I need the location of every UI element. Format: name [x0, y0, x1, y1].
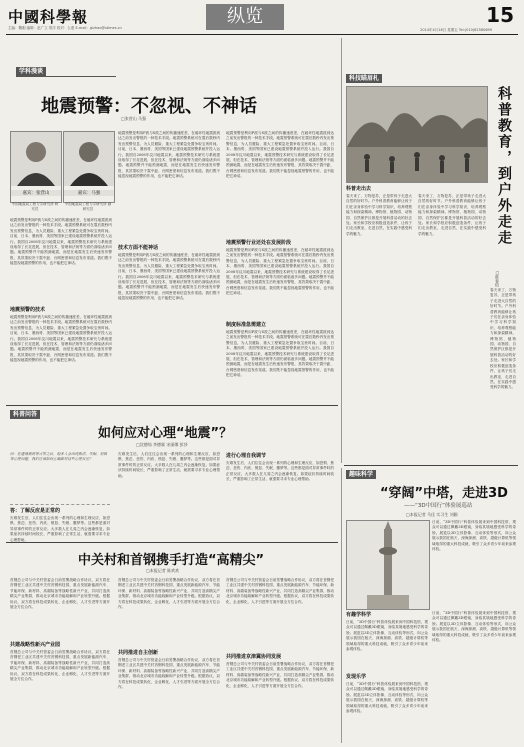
article-byline: □张营山 马强	[121, 116, 147, 121]
article-title: 如何应对心理“地震”？	[98, 426, 233, 441]
article-subhead: 地震预警行业还处在发展阶段	[226, 240, 292, 246]
tower-photo-icon	[347, 521, 429, 609]
article-subhead: 技术方面不能神话	[118, 245, 159, 251]
masthead-editors: 主编：魏刚 编辑：赵广立 郑洋 校对：么惠 E-mail：glzhao@stimes.cn	[8, 26, 122, 30]
article-body: 首钢总公司与中关村管委会日前签署战略合作协议，双方将在首钢老工业区共建中关村首钢科技园，重点发展新能源汽车、节能环保、新材料、高端装备等战略性新兴产业，共同打造高精尖产业集群，推动北京城市功能疏解和产业转型升级。根据协议，双方将在科技成果转化、企业孵化、人才引进等方面开展全方位合作。	[10, 578, 110, 610]
article-subhead: 共同推进京津冀协同发展	[226, 654, 282, 660]
masthead-date: 2014年4月18日 星期五 Tel:(010)62580699	[420, 28, 492, 32]
page-number: 15	[486, 3, 514, 27]
article-subhead: 进行心理自我调节	[226, 453, 267, 459]
article-body: 春天来了，万物复苏，正是带孩子走进大自然的好时节。户外科普教育能够让孩子们在亲身体验中学习科学知识，培养观察能力和探索精神。博物馆、植物园、动物园、自然保护区都是开展科普活动的好去处。家长和学校应积极创造条件，让孩子们走出教室，走进自然，在实践中感受科学的魅力。	[490, 288, 516, 390]
article-earthquake-warning	[6, 38, 338, 404]
article-subhead: 制度标准急需建立	[226, 322, 267, 328]
article-body: 首钢总公司与中关村管委会日前签署战略合作协议，双方将在首钢老工业区共建中关村首钢科技园，重点发展新能源汽车、节能环保、新材料、高端装备等战略性新兴产业，共同打造高精尖产业集群，推动北京城市功能疏解和产业转型升级。根据协议，双方将在科技成果转化、企业孵化、人才引进等方面开展全方位合作。	[226, 662, 334, 688]
article-body: 地震预警是利用P波与S波之间的传播速度差，在破坏性地震波到达之前发出警报的一种技术手段。地震预警系统可在震后数秒内发出预警信息，为人员避险、重大工程紧急处置争取宝贵时间。目前，日本、墨西哥、美国等国家已建设地震预警系统并投入运行。我国自2008年汶川地震以来，地震预警技术研究与系统建设取得了长足进展，但在技术、管理和法规等方面仍面临诸多问题。地震预警并不能预测地震，而是在地震发生后快速发布警报，其效果取决于震中距、台网密度和信息发布渠道。我们既不能忽视地震预警的作用，也不能把它神话。	[226, 330, 334, 378]
guest-name: 嘉宾：张营山	[11, 190, 61, 196]
column-divider	[341, 38, 342, 463]
article-title: 中关村和首钢携手打造“高精尖”	[78, 553, 265, 568]
article-body: 地震预警是利用P波与S波之间的传播速度差，在破坏性地震波到达之前发出警报的一种技术手段。地震预警系统可在震后数秒内发出预警信息，为人员避险、重大工程紧急处置争取宝贵时间。目前，日本、墨西哥、美国等国家已建设地震预警系统并投入运行。我国自2008年汶川地震以来，地震预警技术研究与系统建设取得了长足进展，但在技术、管理和法规等方面仍面临诸多问题。地震预警并不能预测地震，而是在地震发生后快速发布警报，其效果取决于震中距、台网密度和信息发布渠道。我们既不能忽视地震预警的作用，也不能把它神话。	[226, 248, 334, 296]
article-3d-tour	[344, 468, 518, 743]
article-body: 首钢总公司与中关村管委会日前签署战略合作协议，双方将在首钢老工业区共建中关村首钢科技园，重点发展新能源汽车、节能环保、新材料、高端装备等战略性新兴产业，共同打造高精尖产业集群，推动北京城市功能疏解和产业转型升级。根据协议，双方将在科技成果转化、企业孵化、人才引进等方面开展全方位合作。	[118, 578, 220, 610]
article-body: 日前，“3D中国行”科普体验展来到中国科技馆，观众可以通过佩戴3D眼镜，身临其境地感受科学的奇妙。展览以3D立体影像、互动体验等形式，向公众展示我国在航天、深海探测、高铁、超级计算机等领域取得的重大科技成就，吸引了众多青少年前来参观体验。	[432, 520, 516, 552]
article-body: 首钢总公司与中关村管委会日前签署战略合作协议，双方将在首钢老工业区共建中关村首钢科技园，重点发展新能源汽车、节能环保、新材料、高端装备等战略性新兴产业，共同打造高精尖产业集群，推动北京城市功能疏解和产业转型升级。根据协议，双方将在科技成果转化、企业孵化、人才引进等方面开展全方位合作。	[10, 650, 110, 682]
guest-portrait	[63, 131, 115, 203]
person-photo-icon	[64, 132, 114, 186]
tower-photo	[346, 520, 430, 610]
article-title: “穿阔”中塔，走进3D	[380, 486, 508, 501]
article-body: 地震预警是利用P波与S波之间的传播速度差，在破坏性地震波到达之前发出警报的一种技术手段。地震预警系统可在震后数秒内发出预警信息，为人员避险、重大工程紧急处置争取宝贵时间。目前，日本、墨西哥、美国等国家已建设地震预警系统并投入运行。我国自2008年汶川地震以来，地震预警技术研究与系统建设取得了长足进展，但在技术、管理和法规等方面仍面临诸多问题。地震预警并不能预测地震，而是在地震发生后快速发布警报，其效果取决于震中距、台网密度和信息发布渠道。我们既不能忽视地震预警的作用，也不能把它神话。	[226, 131, 334, 179]
article-subhead: 答：了解反应是正常的	[10, 508, 61, 514]
article-subhead: 科普走出去	[346, 186, 372, 192]
section-rule	[6, 405, 338, 406]
article-body: 地震预警是利用P波与S波之间的传播速度差，在破坏性地震波到达之前发出警报的一种技术手段。地震预警系统可在震后数秒内发出预警信息，为人员避险、重大工程紧急处置争取宝贵时间。目前，日本、墨西哥、美国等国家已建设地震预警系统并投入运行。我国自2008年汶川地震以来，地震预警技术研究与系统建设取得了长足进展，但在技术、管理和法规等方面仍面临诸多问题。地震预警并不能预测地震，而是在地震发生后快速发布警报，其效果取决于震中距、台网密度和信息发布渠道。我们既不能忽视地震预警的作用，也不能把它神话。	[118, 131, 220, 179]
article-subhead: 有趣学科学	[346, 612, 372, 618]
article-body: 灾难发生后，人们往往会出现一系列的心理和生理反应，如恐惧、焦虑、悲伤、内疚、愤怒、失眠、噩梦等。这些都是面对异常事件时的正常反应。大多数人在几周之内会逐渐恢复。如果症状持续时间较长，严重影响了正常生活，就需要寻求专业心理帮助。	[10, 516, 110, 542]
article-outdoor-science	[344, 38, 518, 463]
article-byline: □陈春绍	[495, 270, 500, 287]
article-body: 首钢总公司与中关村管委会日前签署战略合作协议，双方将在首钢老工业区共建中关村首钢科技园，重点发展新能源汽车、节能环保、新材料、高端装备等战略性新兴产业，共同打造高精尖产业集群，推动北京城市功能疏解和产业转型升级。根据协议，双方将在科技成果转化、企业孵化、人才引进等方面开展全方位合作。	[226, 578, 334, 604]
section-tab: 纵览	[206, 4, 284, 30]
article-byline: □沈德灿 李德霖 宋丽娜 彭莎	[136, 442, 188, 447]
section-rule	[6, 542, 338, 543]
article-byline: □本报记者 陈欢欢	[146, 568, 180, 573]
column-badge: 学科漫谈	[16, 67, 46, 76]
masthead-rule	[6, 34, 518, 35]
guest-description: 中国地震局工程力学研究所 研究员	[11, 202, 59, 211]
article-psych-quake	[6, 408, 338, 540]
article-body: 地震预警是利用P波与S波之间的传播速度差，在破坏性地震波到达之前发出警报的一种技术手段。地震预警系统可在震后数秒内发出预警信息，为人员避险、重大工程紧急处置争取宝贵时间。目前，日本、墨西哥、美国等国家已建设地震预警系统并投入运行。我国自2008年汶川地震以来，地震预警技术研究与系统建设取得了长足进展，但在技术、管理和法规等方面仍面临诸多问题。地震预警并不能预测地震，而是在地震发生后快速发布警报，其效果取决于震中距、台网密度和信息发布渠道。我们既不能忽视地震预警的作用，也不能把它神话。	[10, 315, 112, 363]
article-body: 首钢总公司与中关村管委会日前签署战略合作协议，双方将在首钢老工业区共建中关村首钢科技园，重点发展新能源汽车、节能环保、新材料、高端装备等战略性新兴产业，共同打造高精尖产业集群，推动北京城市功能疏解和产业转型升级。根据协议，双方将在科技成果转化、企业孵化、人才引进等方面开展全方位合作。	[118, 658, 220, 690]
person-photo-icon	[11, 132, 61, 186]
article-subhead: 发现乐学	[346, 674, 367, 680]
article-title: 地震预警：不忽视、不神话	[41, 96, 257, 117]
article-body: 地震预警是利用P波与S波之间的传播速度差，在破坏性地震波到达之前发出警报的一种技术手段。地震预警系统可在震后数秒内发出预警信息，为人员避险、重大工程紧急处置争取宝贵时间。目前，日本、墨西哥、美国等国家已建设地震预警系统并投入运行。我国自2008年汶川地震以来，地震预警技术研究与系统建设取得了长足进展，但在技术、管理和法规等方面仍面临诸多问题。地震预警并不能预测地震，而是在地震发生后快速发布警报，其效果取决于震中距、台网密度和信息发布渠道。我们既不能忽视地震预警的作用，也不能把它神话。	[118, 253, 220, 301]
article-zhongguancun	[6, 545, 338, 743]
article-subhead: 共建战略性新兴产业园	[10, 642, 61, 648]
guest-description: 中国地震局工程力学研究所 副研究员	[64, 202, 112, 211]
article-body: 日前，“3D中国行”科普体验展来到中国科技馆，观众可以通过佩戴3D眼镜，身临其境地感受科学的奇妙。展览以3D立体影像、互动体验等形式，向公众展示我国在航天、深海探测、高铁、超级计算机等领域取得的重大科技成就，吸引了众多青少年前来参观体验。	[346, 620, 428, 652]
article-subtitle: ——“3D中国行”体验展巡站	[404, 503, 473, 509]
article-title-vertical: 科普教育，到户外走走	[496, 86, 512, 246]
guest-name: 嘉宾：马强	[64, 190, 114, 196]
article-subhead: 共同推进自主创新	[118, 650, 159, 656]
article-body: 春天来了，万物复苏，正是带孩子走进大自然的好时节。户外科普教育能够让孩子们在亲身体验中学习科学知识，培养观察能力和探索精神。博物馆、植物园、动物园、自然保护区都是开展科普活动的好去处。家长和学校应积极创造条件，让孩子们走出教室，走进自然，在实践中感受科学的魅力。	[418, 194, 486, 236]
column-badge: 科技瞄眉札	[346, 74, 382, 83]
article-subhead: 地震预警的技术	[10, 307, 46, 313]
article-body: 春天来了，万物复苏，正是带孩子走进大自然的好时节。户外科普教育能够让孩子们在亲身体验中学习科学知识，培养观察能力和探索精神。博物馆、植物园、动物园、自然保护区都是开展科普活动的好去处。家长和学校应积极创造条件，让孩子们走出教室，走进自然，在实践中感受科学的魅力。	[346, 194, 412, 236]
column-badge: 科普问答	[10, 410, 40, 419]
badge-rule	[16, 76, 116, 77]
section-rule	[344, 465, 518, 466]
article-byline: □本报记者 马佳 实习生 刘颖	[406, 512, 458, 517]
outdoor-photo	[346, 86, 488, 183]
masthead-logo: 中國科學報	[8, 8, 89, 26]
column-badge: 趣味科学	[346, 470, 376, 479]
column-divider	[341, 468, 342, 743]
article-body: 日前，“3D中国行”科普体验展来到中国科技馆，观众可以通过佩戴3D眼镜，身临其境地感受科学的奇妙。展览以3D立体影像、互动体验等形式，向公众展示我国在航天、深海探测、高铁、超级计算机等领域取得的重大科技成就，吸引了众多青少年前来参观体验。	[346, 682, 428, 714]
article-body: 日前，“3D中国行”科普体验展来到中国科技馆，观众可以通过佩戴3D眼镜，身临其境地感受科学的奇妙。展览以3D立体影像、互动体验等形式，向公众展示我国在航天、深海探测、高铁、超级计算机等领域取得的重大科技成就，吸引了众多青少年前来参观体验。	[432, 611, 516, 643]
article-body: 灾难发生后，人们往往会出现一系列的心理和生理反应，如恐惧、焦虑、悲伤、内疚、愤怒、失眠、噩梦等。这些都是面对异常事件时的正常反应。大多数人在几周之内会逐渐恢复。如果症状持续时间较长，严重影响了正常生活，就需要寻求专业心理帮助。	[118, 452, 220, 478]
children-outdoor-photo-icon	[347, 87, 487, 182]
article-body: 地震预警是利用P波与S波之间的传播速度差，在破坏性地震波到达之前发出警报的一种技术手段。地震预警系统可在震后数秒内发出预警信息，为人员避险、重大工程紧急处置争取宝贵时间。目前，日本、墨西哥、美国等国家已建设地震预警系统并投入运行。我国自2008年汶川地震以来，地震预警技术研究与系统建设取得了长足进展，但在技术、管理和法规等方面仍面临诸多问题。地震预警并不能预测地震，而是在地震发生后快速发布警报，其效果取决于震中距、台网密度和信息发布渠道。我们既不能忽视地震预警的作用，也不能把它神话。	[10, 218, 112, 266]
guest-portrait	[10, 131, 62, 203]
article-body: 灾难发生后，人们往往会出现一系列的心理和生理反应，如恐惧、焦虑、悲伤、内疚、愤怒、失眠、噩梦等。这些都是面对异常事件时的正常反应。大多数人在几周之内会逐渐恢复。如果症状持续时间较长，严重影响了正常生活，就需要寻求专业心理帮助。	[226, 461, 334, 482]
article-question: 问：在遭遇地震等灾害之后，很多人会出现焦虑、失眠、恐惧等心理问题，我们应该如何正确面对这些心理反应？	[10, 452, 110, 505]
